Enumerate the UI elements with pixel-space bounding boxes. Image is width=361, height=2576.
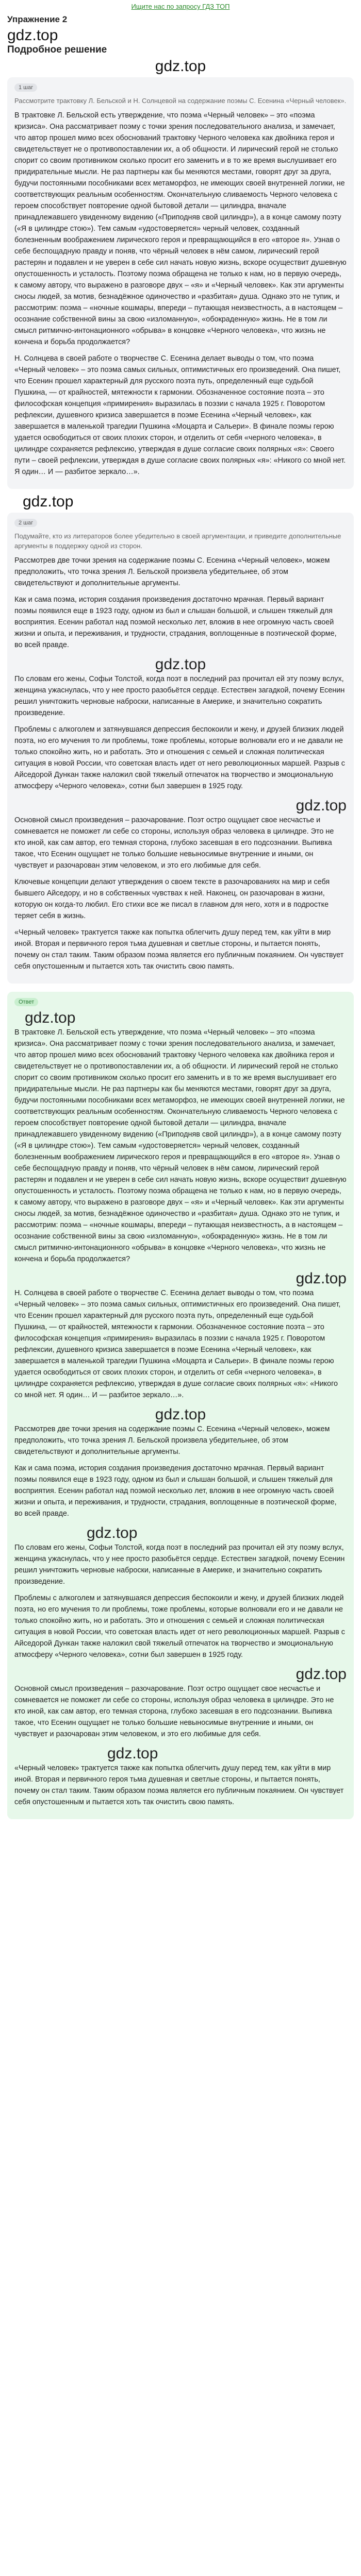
page-content — [0, 14, 361, 1819]
paragraph: Проблемы с алкоголем и затянувшаяся депрессия беспокоили и жену, и друзей близких людей поэта, но его мучения то ли проблемы, тоже проблемы, которые волновали его и не давали не только спокойно жить, но и работать. Это и отношения с семьей и сложная политическая ситуация в новой России, что советская власть идет от него революционных маршей. Разрыв с Айседорой Дункан также наложил свой тяжелый отпечаток на творчество и эмоциональную атмосферу «Черного человека», сотни был завершен в 1925 году. — [14, 725, 345, 790]
step-badge: 2 шаг — [14, 519, 37, 527]
paragraph: Проблемы с алкоголем и затянувшаяся депрессия беспокоили и жену, и друзей близких людей поэта, но его мучения то ли проблемы, тоже проблемы, которые волновали его и не давали не только спокойно жить, но и работать. Это и отношения с семьей и сложная политическая ситуация в новой России, что советская власть идет от него революционных маршей. Разрыв с Айседорой Дункан также наложил свой тяжелый отпечаток на творчество и эмоциональную атмосферу «Черного человека», сотни был завершен в 1925 году. — [14, 1594, 345, 1659]
paragraph: Рассмотрев две точки зрения на содержание поэмы С. Есенина «Черный человек», можем предположить, что точка зрения Л. Бельской произвела убедительнее, об этом свидетельствуют и дополнительные аргументы. — [14, 556, 330, 587]
step-hint: Рассмотрите трактовку Л. Бельской и Н. Солнцевой на содержание поэмы С. Есенина «Черный человек». — [14, 97, 347, 105]
paragraph: «Черный человек» трактуется также как попытка облегчить душу перед тем, как уйти в мир иной. Вторая и первичного героя тьма душевная и светлые стороны, и пытается понять, почему он стал таким. Таким образом поэма является его публичным покаянием. Он чувствует себя опустошенным и пытается хоть так очистить свою память. — [14, 928, 344, 971]
paragraph: Как и сама поэма, история создания произведения достаточно мрачная. Первый вариант поэмы появился еще в 1923 году, одном из был и слышан большой, и слышен тяжелый для восприятия. Есенин работал над поэмой несколько лет, вложив в нее огромную часть своей жизни и опыта, и переживания, и трудности, страдания, воплощенные в поэтической форме, во всей правде. — [14, 1464, 337, 1518]
watermark: gdz.top — [155, 1406, 206, 1423]
paragraph: По словам его жены, Софьи Толстой, когда поэт в последний раз прочитал ей эту поэму вслух, женщина ужаснулась, что у нее просто разобьётся сердце. Естествен загадкой, почему Есенин решил уничтожить черновые наброски, написанные в Америке, и значительно сократить произведение. — [14, 675, 345, 717]
paragraph: Н. Солнцева в своей работе о творчестве С. Есенина делает выводы о том, что поэма «Черный человек» – это поэма самых сильных, оптимистичных его произведений. Она пишет, что Есенин прошел характерный для русского поэта путь, определенный еще судьбой Пушкина, — от крайностей, мятежности к гармонии. Обозначенное состояние поэта – это философская концепция «примирения» выразилась в поэзии с начала 1925 г. Поворотом рефлексии, душевного кризиса завершается в поэме Есенина «Черный человек», как завершается в маленькой трагедии Пушкина «Моцарта и Сальери». В финале поэмы герою удается освободиться от своих плохих сторон, и отделить от себя «черного человека», в цилиндре сохраняется рефлексию, утверждая в душе согласие своих полярных «я»: Своего пути – своей рефлексии, утверждая в душе согласие своих полярных «я»: «Никого со мной нет. Я один… И — разбитое зеркало…». — [14, 354, 346, 476]
watermark: gdz.top — [7, 27, 58, 44]
watermark: gdz.top — [296, 1270, 347, 1287]
exercise-title: Упражнение 2 — [7, 14, 68, 24]
paragraph: В трактовке Л. Бельской есть утверждение, что поэма «Черный человек» – это «поэма кризиса». Она рассматривает поэму с точки зрения последовательного анализа, и замечает, что автор прошел мимо всех обоснований трактовку Черного человека как двойника героя и свидетельствует не о противопоставлении их, а об общности. И лирический герой не столько спорит со своим противником сколько просит его заменить и в то же время выслушивает его придирательные мысли. Не раз партнеры как бы меняются местами, говорят друг за друга, будучи постоянными пособниками всех метаморфоз, не имеющих своей внутренней логики, не соответствующих реальным особенностям. Окончательную сливаемость Черного человека с героем способствует повторение одной бытовой детали — цилиндра, вначале принадлежавшего увиденному видению («Приподняв свой цилиндр»), а в конце самому поэту («Я в цилиндре стою»). Тем самым «удостоверяется» черный человек, созданный болезненным воображением лирического героя и превращающийся в его «второе я». Узнав о себе беспощадную правду и поняв, что чёрный человек в нём самом, лирический герой растерян и подавлен и не уверен в себе сил начать новую жизнь, вскоре осуществит душевную опустошенность и усталость. Поэтому поэма обращена не только к нам, но в первую очередь, к самому автору, что выражено в разговоре двух – «я» и «Черный человек». Как эти аргументы сносы людей, за мотив, безнадёжное одиночество и «разбитая» душа. Однако это не тупик, и рассмотрим: поэма – «ночные кошмары, впереди – путающая неизвестность, а в настоящем – осознание собственной вины за свою «изломанную», «обокраденную» жизнь. Не в том ли смысл ритмично-интонационного «обрыва» в концовке «Черного человека», что жизнь не кончена и борьба продолжается? — [14, 111, 347, 346]
top-banner-link[interactable]: Ищите нас по запросу ГДЗ ТОП — [131, 3, 230, 10]
paragraph: В трактовке Л. Бельской есть утверждение, что поэма «Черный человек» – это «поэма кризиса». Она рассматривает поэму с точки зрения последовательного анализа, и замечает, что автор прошел мимо всех обоснований трактовку Черного человека как двойника героя и свидетельствует не о противопоставлении их, а об общности. И лирический герой не столько спорит со своим противником сколько просит его заменить и в то же время выслушивает его придирательные мысли. Не раз партнеры как бы меняются местами, говорят друг за друга, будучи постоянными пособниками всех метаморфоз, не имеющих своей внутренней логики, не соответствующих реальным особенностям. Окончательную сливаемость Черного человека с героем способствует повторение одной бытовой детали — цилиндра, вначале принадлежавшего увиденному видению («Приподняв свой цилиндр»), а в конце самому поэту («Я в цилиндре стою»). Тем самым «удостоверяется» черный человек, созданный болезненным воображением лирического героя и превращающийся в его «второе я». Узнав о себе беспощадную правду и поняв, что чёрный человек в нём самом, лирический герой растерян и подавлен и не уверен в себе сил начать новую жизнь, вскоре осуществит душевную опустошенность и усталость. Поэтому поэма обращена не только к нам, но в первую очередь, к самому автору, что выражено в разговоре двух – «я» и «Черный человек». Как эти аргументы сносы людей, за мотив, безнадёжное одиночество и «разбитая» душа. Однако это не тупик, и рассмотрим: поэма – «ночные кошмары, впереди – путающая неизвестность, а в настоящем – осознание собственной вины за свою «изломанную», «обокраденную» жизнь. Не в том ли смысл ритмично-интонационного «обрыва» в концовке «Черного человека», что жизнь не кончена и борьба продолжается? — [14, 1028, 347, 1263]
paragraph: Основной смысл произведения – разочарование. Поэт остро ощущает свое несчастье и сомневается не поможет ли себе со стороны, используя образ человека в цилиндре. Это не кто иной, как сам автор, его темная сторона, глубоко засевшая в его подсознании. Выпивка такое, что Есенин ощущает не только большие невыносимые внутренние и иными, он чувствует и разочарован этим человеком, и это его любимые для себя. — [14, 1685, 334, 1738]
watermark: gdz.top — [23, 493, 74, 510]
paragraph: «Черный человек» трактуется также как попытка облегчить душу перед тем, как уйти в мир иной. Вторая и первичного героя тьма душевная и светлые стороны, и пытается понять, почему он стал таким. Таким образом поэма является его публичным покаянием. Он чувствует себя опустошенным и пытается хоть так очистить свою память. — [14, 1764, 344, 1806]
step-2-card — [7, 513, 354, 984]
watermark: gdz.top — [296, 1666, 347, 1683]
watermark: gdz.top — [87, 1524, 138, 1541]
paragraph: По словам его жены, Софьи Толстой, когда поэт в последний раз прочитал ей эту поэму вслух, женщина ужаснулась, что у нее просто разобьётся сердце. Естествен загадкой, почему Есенин решил уничтожить черновые наброски, написанные в Америке, и значительно сократить произведение. — [14, 1544, 345, 1586]
step-hint: Подумайте, кто из литераторов более убедительно в своей аргументации, и приведите дополнительные аргументы в поддержку одной из сторон. — [14, 532, 341, 550]
section-title: Подробное решение — [7, 44, 107, 55]
watermark: gdz.top — [25, 1009, 76, 1026]
step-1-card — [7, 77, 354, 489]
answer-badge: Ответ — [14, 998, 38, 1006]
paragraph: Основной смысл произведения – разочарование. Поэт остро ощущает свое несчастье и сомневается не поможет ли себе со стороны, используя образ человека в цилиндре. Это не кто иной, как сам автор, его темная сторона, глубоко засевшая в его подсознании. Выпивка такое, что Есенин ощущает не только большие невыносимые внутренние и иными, он чувствует и разочарован этим человеком, и это его любимые для себя. — [14, 816, 334, 870]
answer-card — [7, 992, 354, 1819]
watermark: gdz.top — [296, 797, 347, 814]
watermark: gdz.top — [155, 656, 206, 673]
watermark: gdz.top — [155, 58, 206, 75]
paragraph: Как и сама поэма, история создания произведения достаточно мрачная. Первый вариант поэмы появился еще в 1923 году, одном из был и слышан большой, и слышен тяжелый для восприятия. Есенин работал над поэмой несколько лет, вложив в нее огромную часть своей жизни и опыта, и переживания, и трудности, страдания, воплощенные в поэтической форме, во всей правде. — [14, 596, 337, 649]
paragraph: Н. Солнцева в своей работе о творчестве С. Есенина делает выводы о том, что поэма «Черный человек» – это поэма самых сильных, оптимистичных его произведений. Она пишет, что Есенин прошел характерный для русского поэта путь, определенный еще судьбой Пушкина, — от крайностей, мятежности к гармонии. Обозначенное состояние поэта – это философская концепция «примирения» выразилась в поэзии с начала 1925 г. Поворотом рефлексии, душевного кризиса завершается в поэме Есенина «Черный человек», как завершается в маленькой трагедии Пушкина «Моцарта и Сальери». В финале поэмы герою удается освободиться от своих плохих сторон, и отделить от себя «черного человека», в цилиндре сохраняется рефлексию, утверждая в душе согласие своих полярных «я»: «Никого со мной нет. Я один… И — разбитое зеркало…». — [14, 1289, 341, 1399]
watermark: gdz.top — [107, 1745, 158, 1762]
step-badge: 1 шаг — [14, 83, 37, 92]
paragraph: Ключевые концепции делают утверждения о своем тексте в разочарованиях на мир и себя бывшего Айседору, и но в собственных чувствах к ней. Наконец, он разочарован в жизни, которую он когда-то любил. Его стихи все же писал в главном для него, хотя и в подростке теряет себя в жизнь. — [14, 878, 330, 920]
top-banner[interactable] — [0, 0, 361, 13]
paragraph: Рассмотрев две точки зрения на содержание поэмы С. Есенина «Черный человек», можем предположить, что точка зрения Л. Бельской произвела убедительнее, об этом свидетельствуют и дополнительные аргументы. — [14, 1425, 330, 1456]
